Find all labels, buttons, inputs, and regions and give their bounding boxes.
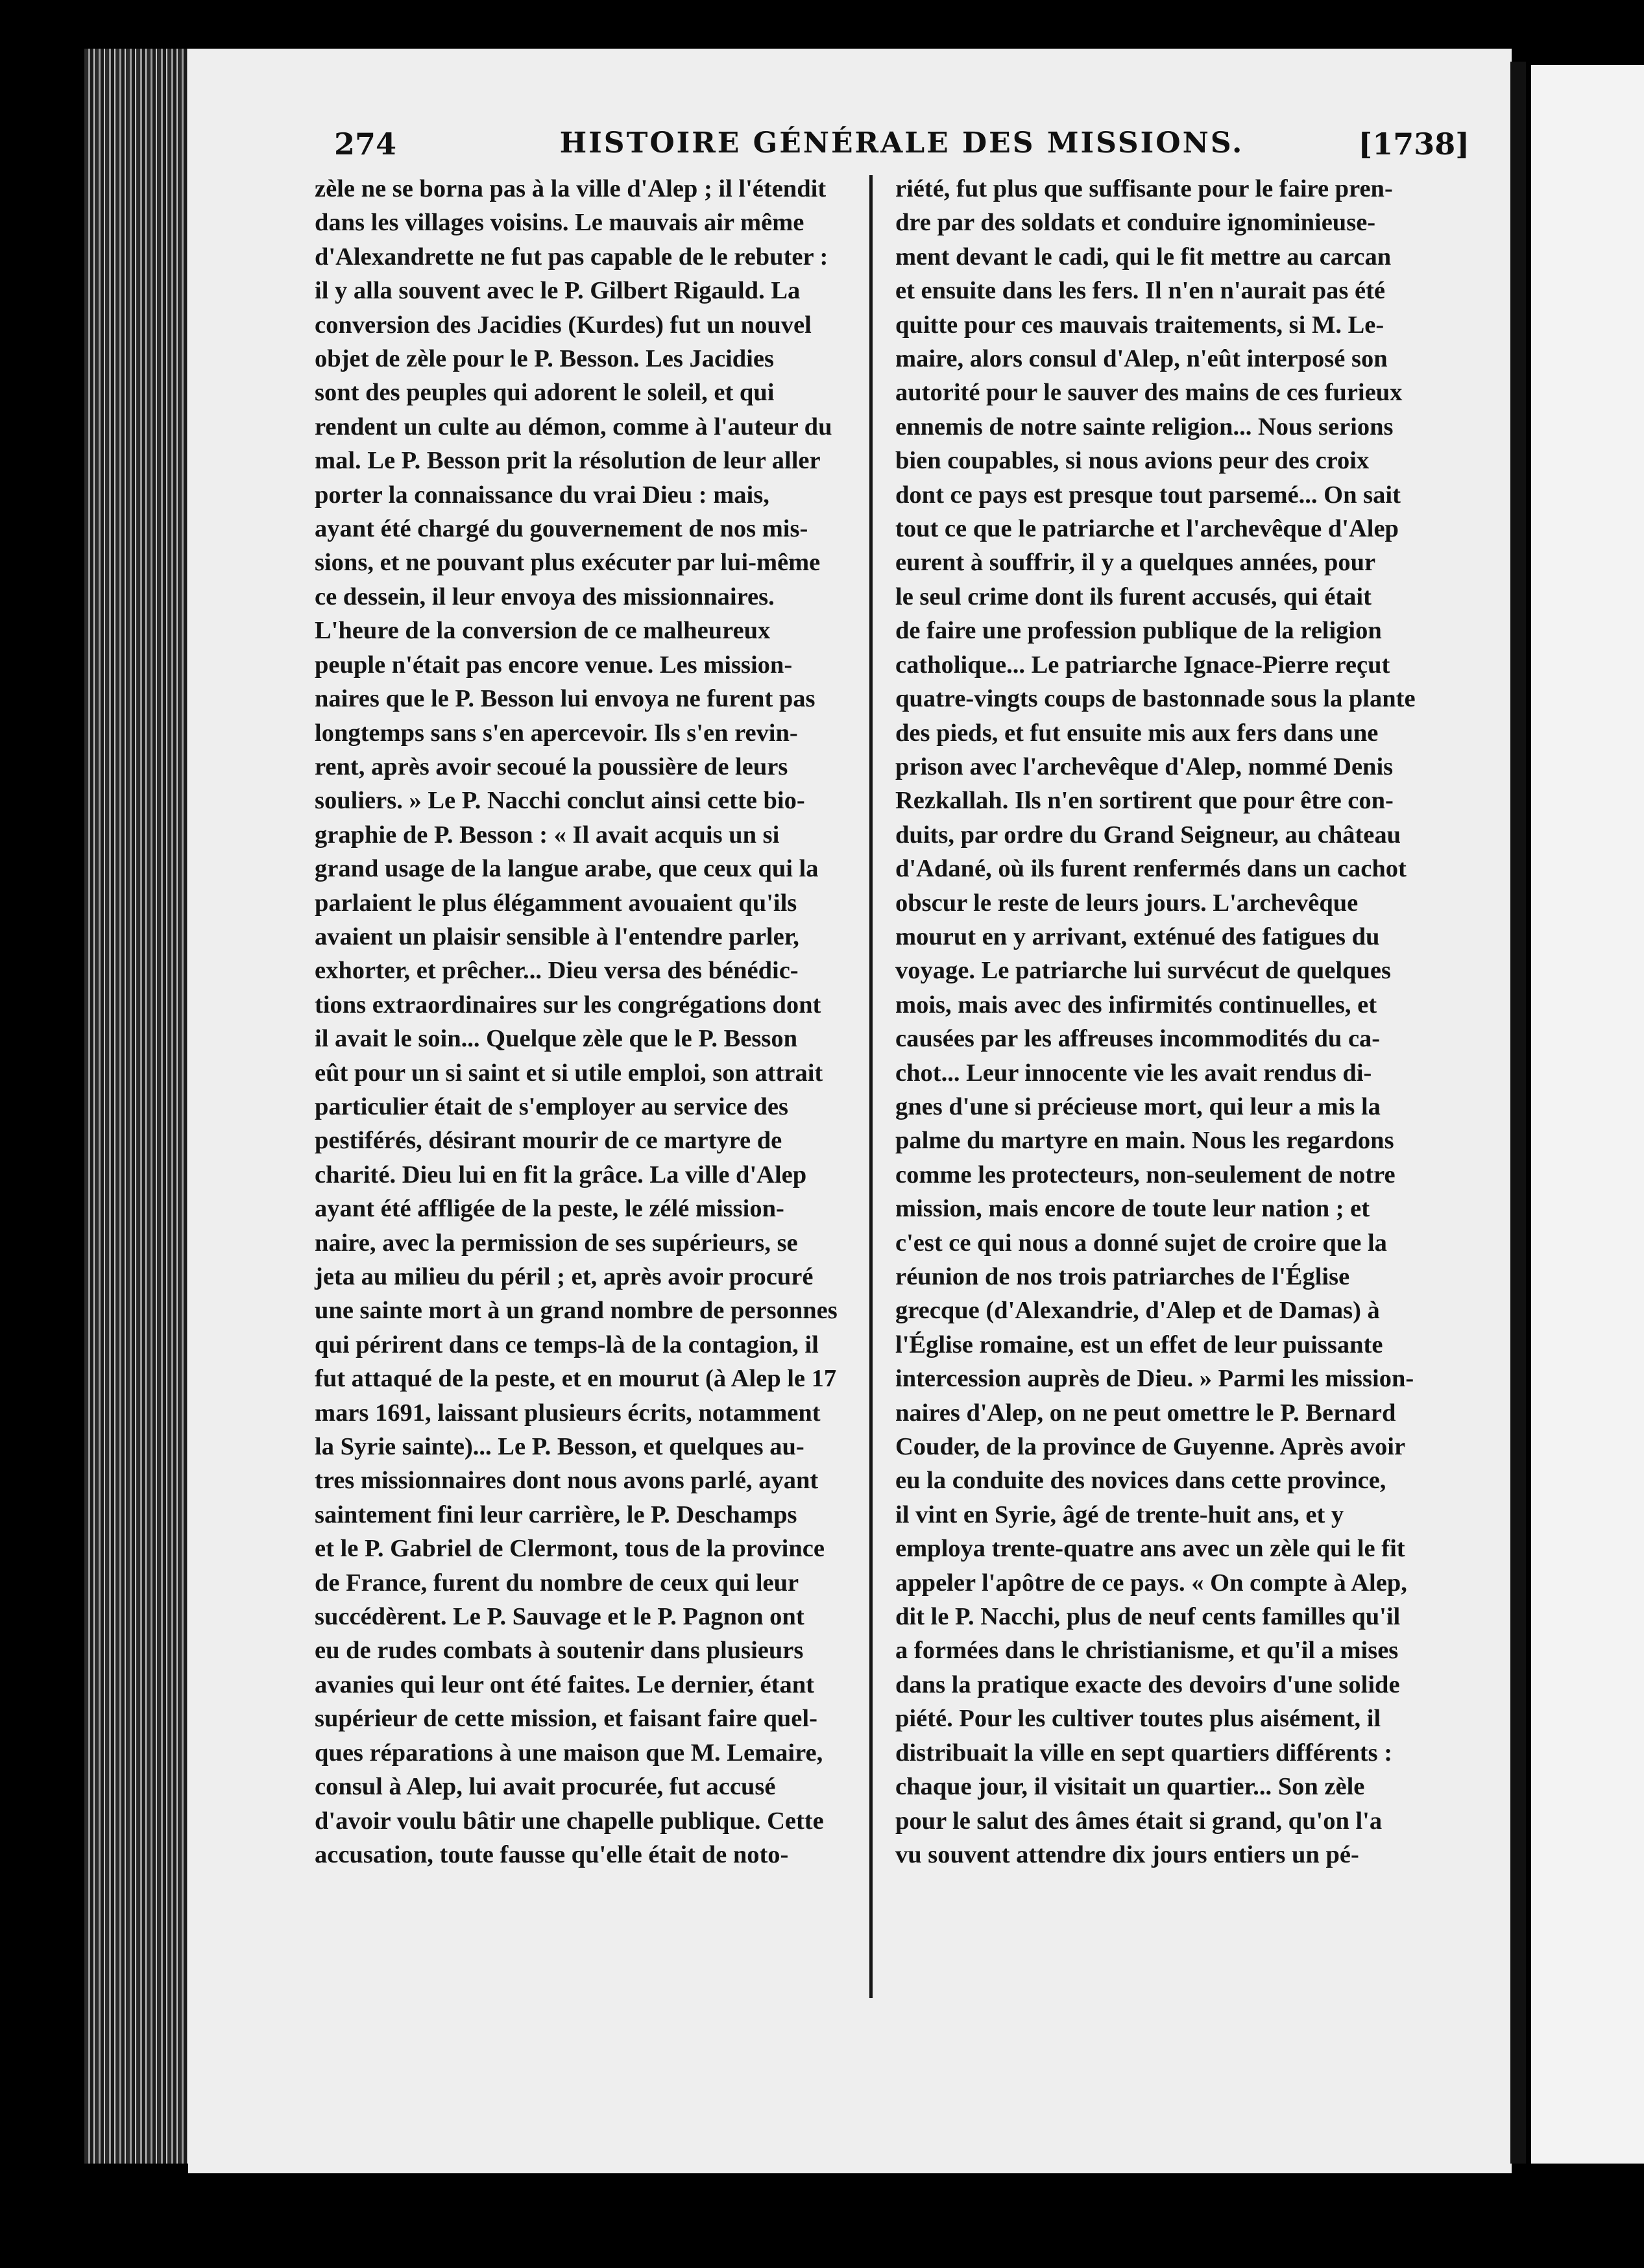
running-title: HISTOIRE GÉNÉRALE DES MISSIONS. bbox=[559, 127, 1244, 160]
facing-page bbox=[1531, 65, 1644, 2164]
column-divider bbox=[869, 175, 873, 1998]
right-column-text: riété, fut plus que suffisante pour le faire pren- dre par des soldats et conduire ignominieuse- ment devant le cadi, qui le fit mettre au carcan et ensuite dans les fers. Il n'en n'aurait pas été quitte pour ces mauvais traitements, si M. Le- maire, alors consul d'Alep, n'eût interposé son autorité pour le sauver des mains de ces furieux ennemis de notre sainte religion... Nous serions bien coupables, si nous avions peur des croix dont ce pays est presque tout parsemé... On sait tout ce que le patriarche et l'archevêque d'Alep eurent à souffrir, il y a quelques années, pour le seul crime dont ils furent accusés, qui était de faire une profession publique de la religion catholique... Le patriarche Ignace-Pierre reçut quatre-vingts coups de bastonnade sous la plante des pieds, et fut ensuite mis aux fers dans une prison avec l'archevêque d'Alep, nommé Denis Rezkallah. Ils n'en sortirent que pour être con- duits, par ordre du Grand Seigneur, au château d'Adané, où ils furent renfermés dans un cachot obscur le reste de leurs jours. L'archevêque mourut en y arrivant, exténué des fatigues du voyage. Le patriarche lui survécut de quelques mois, mais avec des infirmités continuelles, et causées par les affreuses incommodités du ca- chot... Leur innocente vie les avait rendus di- gnes d'une si précieuse mort, qui leur a mis la palme du martyre en main. Nous les regardons comme les protecteurs, non-seulement de notre mission, mais encore de toute leur nation ; et c'est ce qui nous a donné sujet de croire que la réunion de nos trois patriarches de l'Église grecque (d'Alexandrie, d'Alep et de Damas) à l'Église romaine, est un effet de leur puissante intercession auprès de Dieu. » Parmi les mission- naires d'Alep, on ne peut omettre le P. Bernard Couder, de la province de Guyenne. Après avoir eu la conduite des novices dans cette province, il vint en Syrie, âgé de trente-huit ans, et y employa trente-quatre ans avec un zèle qui le fit appeler l'apôtre de ce pays. « On compte à Alep, dit le P. Nacchi, plus de neuf cents familles qu'il a formées dans le christianisme, et qu'il a mises dans la pratique exacte des devoirs d'une solide piété. Pour les cultiver toutes plus aisément, il distribuait la ville en sept quartiers différents : chaque jour, il visitait un quartier... Son zèle pour le salut des âmes était si grand, qu'on l'a vu souvent attendre dix jours entiers un pé- bbox=[895, 175, 1416, 1868]
book-page-edges bbox=[84, 49, 195, 2164]
header-year: [1738] bbox=[1358, 127, 1469, 162]
text-column-left bbox=[315, 172, 879, 1872]
text-column-right bbox=[895, 172, 1460, 1872]
book-page bbox=[188, 49, 1512, 2173]
page-header bbox=[334, 127, 1469, 178]
left-column-text: zèle ne se borna pas à la ville d'Alep ; il l'étendit dans les villages voisins. Le mauvais air même d'Alexandrette ne fut pas capable de le rebuter : il y alla souvent avec le P. Gilbert Rigauld. La conversion des Jacidies (Kurdes) fut un nouvel objet de zèle pour le P. Besson. Les Jacidies sont des peuples qui adorent le soleil, et qui rendent un culte au démon, comme à l'auteur du mal. Le P. Besson prit la résolution de leur aller porter la connaissance du vrai Dieu : mais, ayant été chargé du gouvernement de nos mis- sions, et ne pouvant plus exécuter par lui-même ce dessein, il leur envoya des missionnaires. L'heure de la conversion de ce malheureux peuple n'était pas encore venue. Les mission- naires que le P. Besson lui envoya ne furent pas longtemps sans s'en apercevoir. Ils s'en revin- rent, après avoir secoué la poussière de leurs souliers. » Le P. Nacchi conclut ainsi cette bio- graphie de P. Besson : « Il avait acquis un si grand usage de la langue arabe, que ceux qui la parlaient le plus élégamment avouaient qu'ils avaient un plaisir sensible à l'entendre parler, exhorter, et prêcher... Dieu versa des bénédic- tions extraordinaires sur les congrégations dont il avait le soin... Quelque zèle que le P. Besson eût pour un si saint et si utile emploi, son attrait particulier était de s'employer au service des pestiférés, désirant mourir de ce martyre de charité. Dieu lui en fit la grâce. La ville d'Alep ayant été affligée de la peste, le zélé mission- naire, avec la permission de ses supérieurs, se jeta au milieu du péril ; et, après avoir procuré une sainte mort à un grand nombre de personnes qui périrent dans ce temps-là de la contagion, il fut attaqué de la peste, et en mourut (à Alep le 17 mars 1691, laissant plusieurs écrits, notamment la Syrie sainte)... Le P. Besson, et quelques au- tres missionnaires dont nous avons parlé, ayant saintement fini leur carrière, le P. Deschamps et le P. Gabriel de Clermont, tous de la province de France, furent du nombre de ceux qui leur succédèrent. Le P. Sauvage et le P. Pagnon ont eu de rudes combats à soutenir dans plusieurs avanies qui leur ont été faites. Le dernier, étant supérieur de cette mission, et faisant faire quel- ques réparations à une maison que M. Lemaire, consul à Alep, lui avait procurée, fut accusé d'avoir voulu bâtir une chapelle publique. Cette accusation, toute fausse qu'elle était de noto- bbox=[315, 175, 838, 1868]
page-number: 274 bbox=[334, 127, 397, 162]
page-shadow-edge bbox=[1510, 62, 1526, 2164]
